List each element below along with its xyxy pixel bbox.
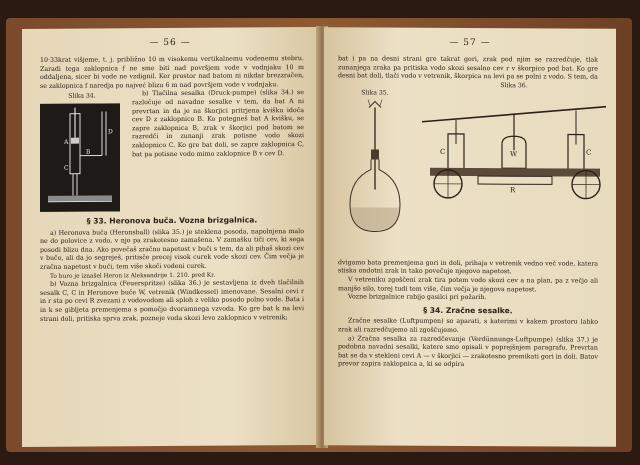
- section-33-heading: § 33. Heronova buča. Vozna brizgalnica.: [86, 215, 258, 226]
- after-figures-paragraph: dvigamo bata premenjema gori in doli, prihaja v vetrenik vedno več vode, katera stiska ondotni zrak in tako povečuje njegovo napetost.: [338, 259, 598, 276]
- compressed-air-paragraph: V vetreniku zgoščeni zrak tira potem vodo skozi cev a na plan, pa z večjo ali manjšo silo, torej tudi tem više, čim večja je njegova napetost.: [338, 276, 598, 293]
- figure-36-caption: Slika 36.: [500, 81, 528, 90]
- fig36-label-C-right: C: [586, 148, 592, 158]
- fig36-label-C-left: C: [440, 148, 446, 157]
- fig34-label-A: A: [64, 138, 69, 146]
- air-pumps-paragraph: Zračne sesalke (Luftpumpen) so aparati, s katerimi v kakem prostoru lahko zrak ali razredčujemo ali zgoščujemo.: [338, 317, 598, 334]
- section-34-heading: § 34. Zračne sesalke.: [423, 305, 513, 315]
- figure-35: [338, 89, 412, 254]
- figure-34: [40, 93, 124, 212]
- heron-ball-illustration: [340, 100, 410, 250]
- heron-ball-paragraph: a) Heronova buča (Heronsball) (slika 35.) je steklena posoda, napolnjena malo ne do polovice z vodo, v njo pa zrakotesno zamašena. V zamašku tiči cev, ki sega posodi blizu dna. Ako povečaš zračno napetost v buči s tem, da ali pihaš skozi cev v bučo, ali da jo segreješ, pritisče precej visok curek vode skozi cev. Čim večja je zračna napetost v buči, tem više skoči vodeni curek.: [40, 227, 304, 271]
- rarefaction-pump-paragraph: a) Zračna sesalka za razredčevanje (Verdünnungs-Luftpumpe) (slika 37.) je podobna navadni sesalki, katere smo opisali v poprejšnjem paragrafu. Prevrtan bat se da v stekleni cevi A — v škorjici — zrakotesno premikati gori in doli. Batov prevor zapira zaklopnica a, ki se odpira: [338, 334, 598, 369]
- left-page: [22, 27, 318, 447]
- fig36-label-W: W: [510, 150, 518, 159]
- figure-36: [416, 81, 612, 206]
- firefighters-paragraph: Vozne brizgalnice rabijo gasilci pri požarih.: [348, 293, 487, 302]
- pump-illustration: [40, 103, 120, 212]
- intro-paragraph: 10·33krat višjeme, t. j. približno 10 m visokemu vertikalnemu vodenemu stebru. Zaradi tega zaklopnica f ne sme biti nad površjem vode v vodnjaku 10 m oddaljena, sicer bi vode ne vzdignil. Ker prostor nad batom ni nikdar brezzračen, se zaklopnica f naredja po najveć blizu 6 m nad površjem vode v vodnjaku.: [40, 55, 304, 90]
- heron-note: To buro je iznašel Heron iz Aleksandrije 1. 210. pred Kr.: [50, 272, 216, 280]
- figures-35-36: [338, 81, 598, 260]
- fig34-label-B: B: [86, 148, 91, 156]
- left-page-body: [40, 55, 304, 441]
- page-number-left: — 56 —: [149, 37, 191, 49]
- page-number-right: — 57 —: [449, 37, 491, 49]
- right-page: [324, 27, 616, 447]
- fig34-label-C: C: [64, 164, 69, 172]
- fig34-label-D: D: [108, 128, 113, 136]
- figure-35-caption: Slika 35.: [361, 89, 389, 97]
- fig36-label-R: R: [510, 186, 516, 195]
- fire-engine-illustration: [418, 92, 610, 203]
- right-page-body: [338, 55, 598, 440]
- fire-engine-paragraph: b) Vozna brizgalnica (Feuerspritze) (slika 36.) je sestavljena iz dveh tlačilnih sesalk C, C in Heronove buče W, vetrenik (Windkessel) imenovane. Sesalni cevi r in r sta po cevi R zvezani z vodovodom ali sploh z veliko posodo polno vode. Bata i in k se gibljeta premenjema s pomočjo dvoramnega vzvoda. Ko gre bat k na levi strani doli, pritiska sprva zrak, pozneje voda skozi levo zaklopnico v vetrenik;: [40, 279, 304, 323]
- section-b-paragraph: b) Tlačilna sesalka (Druck-pumpe) (slika 34.) se razločuje od navadne sesalke v tem, da bat A ni prevrtan in da je na škorjici pritrjena kvišku idoča cev D z zaklopnico B. Ko potegneš bat A kvišku, se zapre zaklopnica B, zrak v škorjici pod batom se razredči in zunanji zrak potisne vodo skozi zaklopnico C. Ko gre bat doli, se zapre zaklopnica C, bat pa potisne vodo mimo zaklopnice B v cev D.: [132, 89, 304, 158]
- figure-34-caption: Slika 34.: [68, 92, 96, 101]
- right-top-paragraph: bat i pa na desni strani gre takrat gori, zrak pod njim se razredčuje, tlak zunanjega zraka pa pritiska vodo skozi sesalno cev r v škorpico pod bat. Ko gre desni bat doli, tlači vodo v vetrenik, škorpica na levi pa se polni z vodo. S tem, da: [338, 55, 598, 81]
